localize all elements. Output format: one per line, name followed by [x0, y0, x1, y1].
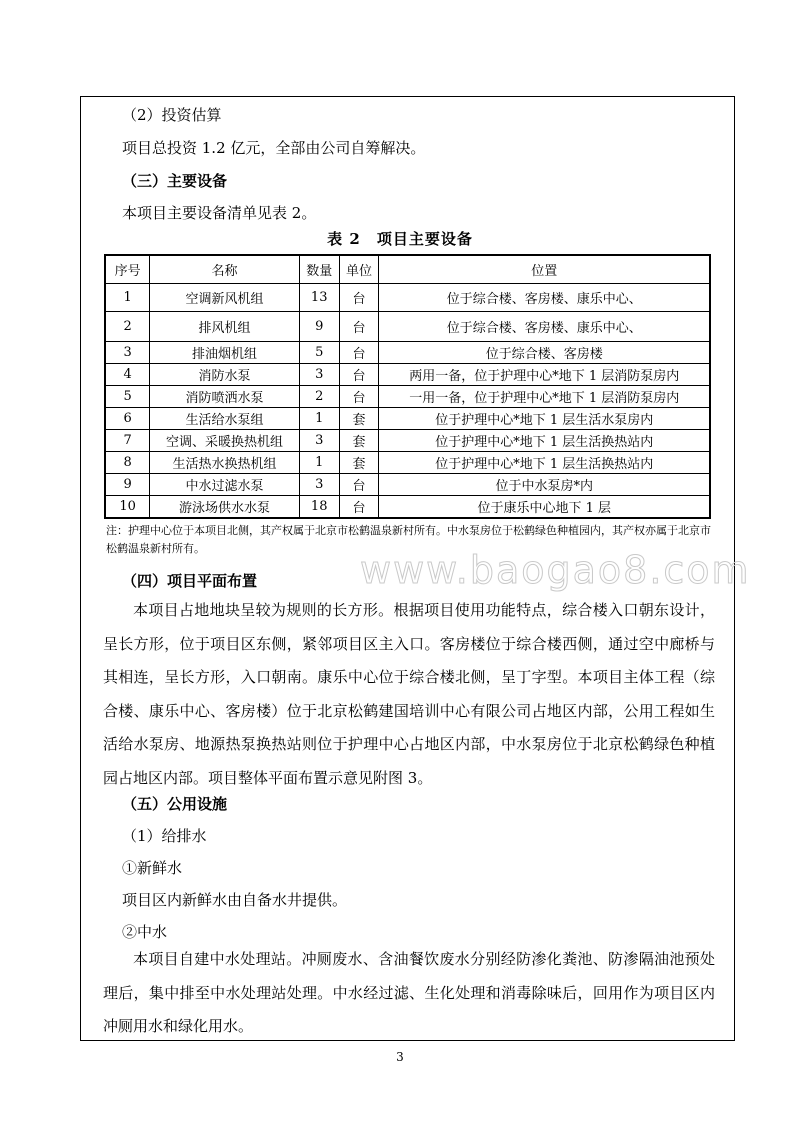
cell-unit: 台	[339, 364, 379, 386]
cell-name: 消防水泵	[150, 364, 300, 386]
watermark: www.baogao8.com	[360, 548, 751, 592]
cell-unit: 台	[339, 312, 379, 342]
cell-qty: 5	[299, 342, 339, 364]
reclaimed-water-heading: ②中水	[122, 923, 168, 941]
cell-qty: 3	[299, 430, 339, 452]
table-row	[105, 284, 710, 312]
reclaimed-water-paragraph: 本项目自建中水处理站。冲厕废水、含油餐饮废水分别经防渗化粪池、防渗隔油池预处理后，集中排至中水处理站处理。中水经过滤、生化处理和消毒除味后，回用作为项目区内冲厕用水和绿化用水。	[103, 950, 715, 1035]
cell-qty: 1	[299, 408, 339, 430]
cell-location: 位于护理中心*地下 1 层生活水泵房内	[379, 408, 710, 430]
table-row	[105, 342, 710, 364]
cell-location: 位于康乐中心地下 1 层	[379, 496, 710, 518]
table-row	[105, 386, 710, 408]
cell-unit: 台	[339, 474, 379, 496]
layout-paragraph: 本项目占地地块呈较为规则的长方形。根据项目使用功能特点，综合楼入口朝东设计，呈长方形，位于项目区东侧，紧邻项目区主入口。客房楼位于综合楼西侧，通过空中廊桥与其相连，呈长方形，入口朝南。康乐中心位于综合楼北侧，呈丁字型。本项目主体工程（综合楼、康乐中心、客房楼）位于北京松鹤建国培训中心有限公司占地区内部，公用工程如生活给水泵房、地源热泵换热站则位于护理中心占地区内部，中水泵房位于北京松鹤绿色种植园占地区内部。项目整体平面布置示意见附图 3。	[103, 601, 715, 787]
cell-location: 位于中水泵房*内	[379, 474, 710, 496]
table-header-row	[105, 255, 710, 284]
cell-qty: 3	[299, 364, 339, 386]
cell-location: 一用一备，位于护理中心*地下 1 层消防泵房内	[379, 386, 710, 408]
cell-location: 位于综合楼、客房楼、康乐中心、	[379, 312, 710, 342]
equipment-heading: （三）主要设备	[122, 172, 228, 190]
cell-location: 位于护理中心*地下 1 层生活换热站内	[379, 452, 710, 474]
cell-unit: 台	[339, 342, 379, 364]
table-row	[105, 430, 710, 452]
cell-index: 10	[105, 496, 150, 518]
cell-index: 7	[105, 430, 150, 452]
cell-name: 中水过滤水泵	[150, 474, 300, 496]
table-row	[105, 312, 710, 342]
cell-index: 4	[105, 364, 150, 386]
cell-unit: 套	[339, 452, 379, 474]
table-row	[105, 364, 710, 386]
equipment-table	[104, 254, 711, 519]
col-header-qty: 数量	[299, 255, 339, 284]
cell-unit: 台	[339, 284, 379, 312]
cell-name: 消防喷洒水泵	[150, 386, 300, 408]
col-header-unit: 单位	[339, 255, 379, 284]
water-heading: （1）给排水	[122, 827, 207, 845]
cell-name: 生活热水换热机组	[150, 452, 300, 474]
cell-index: 6	[105, 408, 150, 430]
page-number: 3	[396, 1050, 404, 1064]
table-note: 注：护理中心位于本项目北侧，其产权属于北京市松鹤温泉新村所有。中水泵房位于松鹤绿色种植园内，其产权亦属于北京市松鹤温泉新村所有。	[106, 524, 711, 555]
cell-name: 空调新风机组	[150, 284, 300, 312]
cell-location: 位于综合楼、客房楼、康乐中心、	[379, 284, 710, 312]
investment-heading: （2）投资估算	[122, 106, 222, 124]
cell-name: 排油烟机组	[150, 342, 300, 364]
cell-name: 空调、采暖换热机组	[150, 430, 300, 452]
cell-unit: 套	[339, 430, 379, 452]
cell-index: 2	[105, 312, 150, 342]
table-row	[105, 408, 710, 430]
cell-index: 9	[105, 474, 150, 496]
cell-qty: 18	[299, 496, 339, 518]
cell-name: 生活给水泵组	[150, 408, 300, 430]
investment-text: 项目总投资 1.2 亿元，全部由公司自筹解决。	[122, 139, 426, 157]
table-row	[105, 452, 710, 474]
cell-name: 游泳场供水水泵	[150, 496, 300, 518]
cell-qty: 9	[299, 312, 339, 342]
col-header-location: 位置	[379, 255, 710, 284]
cell-qty: 13	[299, 284, 339, 312]
col-header-index: 序号	[105, 255, 150, 284]
cell-qty: 3	[299, 474, 339, 496]
cell-unit: 套	[339, 408, 379, 430]
cell-index: 1	[105, 284, 150, 312]
cell-location: 位于护理中心*地下 1 层生活换热站内	[379, 430, 710, 452]
cell-unit: 台	[339, 386, 379, 408]
cell-name: 排风机组	[150, 312, 300, 342]
fresh-water-heading: ①新鲜水	[122, 859, 183, 877]
cell-qty: 1	[299, 452, 339, 474]
equipment-text: 本项目主要设备清单见表 2。	[122, 204, 317, 222]
fresh-water-text: 项目区内新鲜水由自备水井提供。	[122, 891, 348, 909]
col-header-name: 名称	[150, 255, 300, 284]
cell-index: 3	[105, 342, 150, 364]
table-row	[105, 496, 710, 518]
cell-location: 两用一备，位于护理中心*地下 1 层消防泵房内	[379, 364, 710, 386]
table-caption: 表 2 项目主要设备	[327, 230, 473, 248]
cell-unit: 台	[339, 496, 379, 518]
cell-qty: 2	[299, 386, 339, 408]
table-row	[105, 474, 710, 496]
utilities-heading: （五）公用设施	[122, 795, 228, 813]
cell-index: 8	[105, 452, 150, 474]
cell-location: 位于综合楼、客房楼	[379, 342, 710, 364]
layout-heading: （四）项目平面布置	[122, 572, 258, 590]
cell-index: 5	[105, 386, 150, 408]
